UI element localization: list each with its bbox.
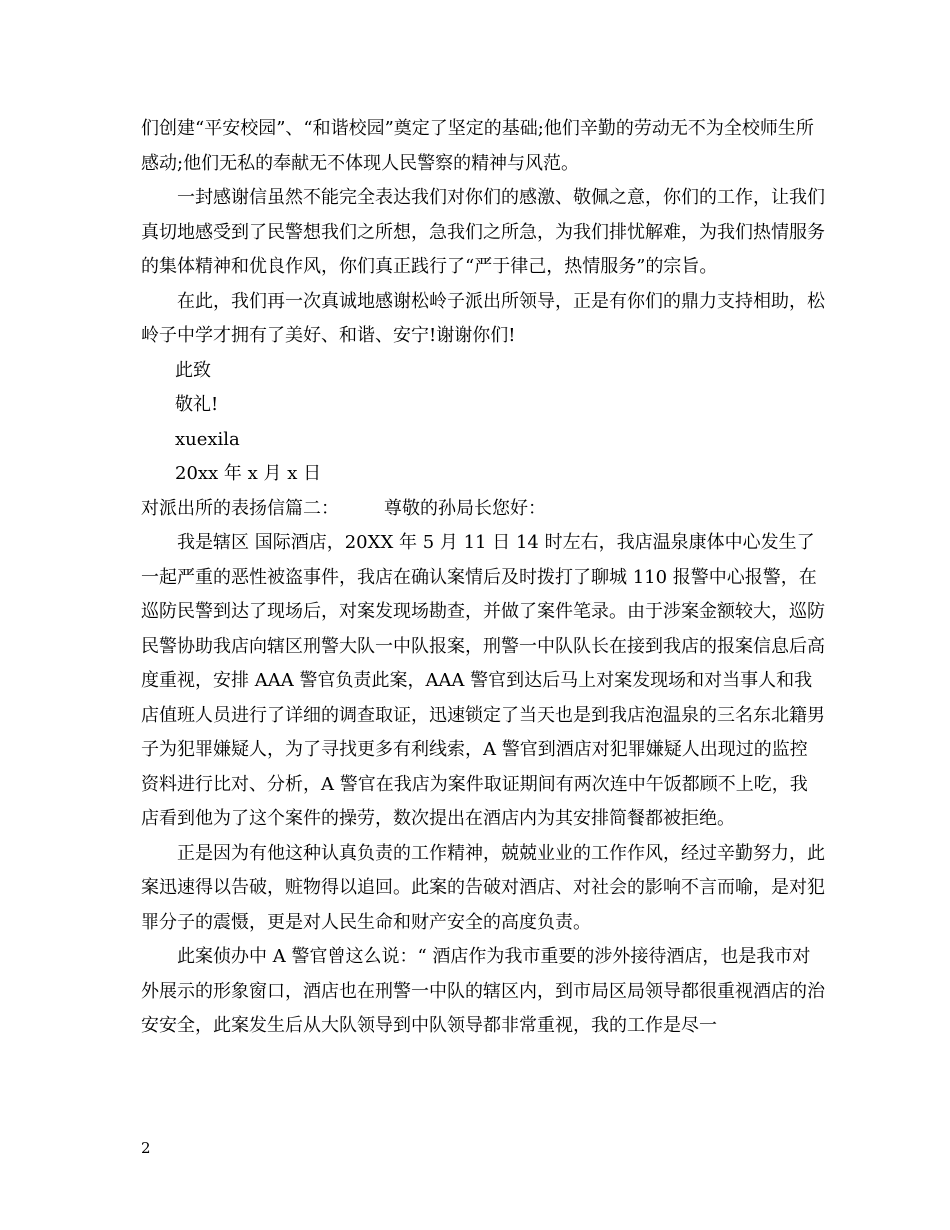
letter-date: 20xx 年 x 月 x 日: [175, 463, 322, 484]
paragraph-thanks: 一封感谢信虽然不能完全表达我们对你们的感激、敬佩之意，你们的工作，让我们真切地感受到了民警想我们之所想，急我们之所急，为我们排忧解难，为我们热情服务的集体精神和优良作风，你们真正践行了“严于律己，热情服务”的宗旨。: [141, 187, 825, 277]
paragraph-continuation: 们创建“平安校园”、“和谐校园”奠定了坚定的基础;他们辛勤的劳动无不为全校师生所感动;他们无私的奉献无不体现人民警察的精神与风范。: [141, 118, 814, 174]
paragraph-praise: 正是因为有他这种认真负责的工作精神，兢兢业业的工作作风，经过辛勤努力，此案迅速得以告破，赃物得以追回。此案的告破对酒店、对社会的影响不言而喻，是对犯罪分子的震慑，更是对人民生命和财产安全的高度负责。: [141, 842, 825, 933]
paragraph-closing: 在此，我们再一次真诚地感谢松岭子派出所领导，正是有你们的鼎力支持相助，松岭子中学才拥有了美好、和谐、安宁!谢谢你们!: [141, 290, 825, 346]
salutation-cizhi: 此致: [175, 359, 211, 381]
paragraph-quote: 此案侦办中 A 警官曾这么说：“ 酒店作为我市重要的涉外接待酒店，也是我市对外展示的形象窗口，酒店也在刑警一中队的辖区内，到市局区局领导都很重视酒店的治安安全，此案发生后从大队领导到中队领导都非常重视，我的工作是尽一: [141, 946, 825, 1036]
section-heading: 对派出所的表扬信篇二： 尊敬的孙局长您好：: [141, 497, 546, 519]
signature: xuexila: [175, 428, 240, 450]
paragraph-incident: 我是辖区 国际酒店，20XX 年 5 月 11 日 14 时左右，我店温泉康体中心发生了一起严重的恶性被盗事件，我店在确认案情后及时拨打了聊城 110 报警中心报警，在巡防民警到达了现场后，对案发现场勘查，并做了案件笔录。由于涉案金额较大，巡防民警协助我店向辖区刑警大队一中队报案，刑警一中队队长在接到我店的报案信息后高度重视，安排 AAA 警官负责此案，AAA 警官到达后马上对案发现场和对当事人和我店值班人员进行了详细的调查取证，迅速锁定了当天也是到我店泡温泉的三名东北籍男子为犯罪嫌疑人，为了寻找更多有利线索，A 警官到酒店对犯罪嫌疑人出现过的监控资料进行比对、分析，A 警官在我店为案件取证期间有两次连中午饭都顾不上吃，我店看到他为了这个案件的操劳，数次提出在酒店内为其安排简餐都被拒绝。: [141, 532, 825, 829]
body-text: [141, 112, 825, 1044]
salutation-jingli: 敬礼!: [175, 394, 219, 415]
page-number: 2: [141, 1139, 151, 1157]
